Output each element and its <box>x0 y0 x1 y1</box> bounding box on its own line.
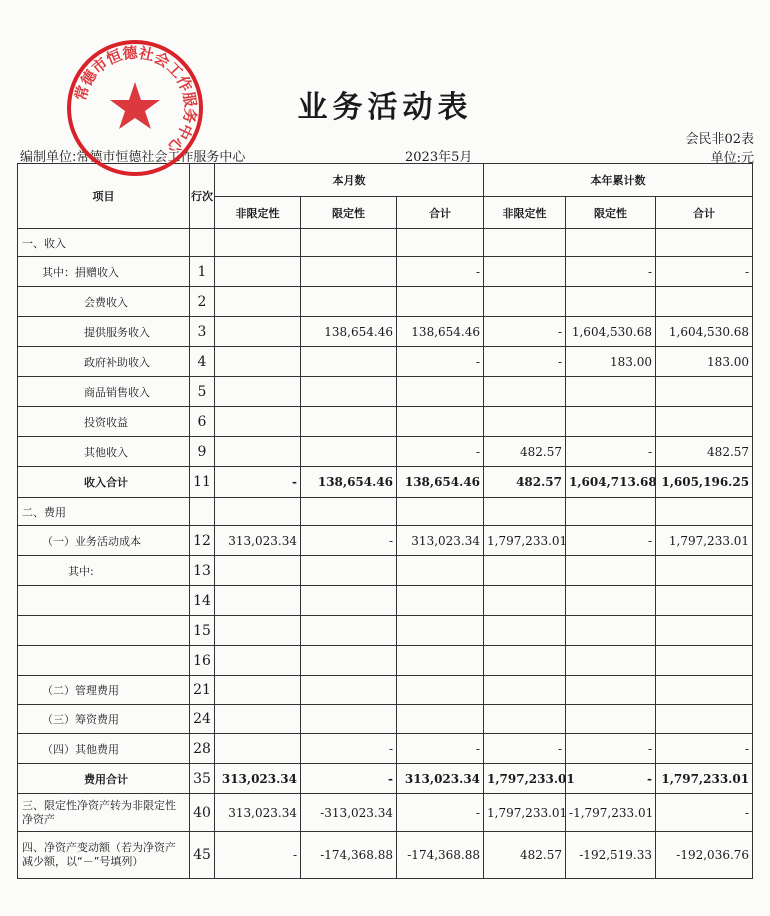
line-number: 6 <box>190 407 215 437</box>
cell-m-r <box>301 229 397 257</box>
header-ytd-restricted: 限定性 <box>566 197 656 229</box>
cell-m-u: - <box>215 832 301 879</box>
cell-m-t <box>397 407 484 437</box>
row-label: 其中：捐赠收入 <box>18 257 190 287</box>
cell-y-r <box>566 377 656 407</box>
cell-m-t: 313,023.34 <box>397 526 484 556</box>
row-label: 政府补助收入 <box>18 347 190 377</box>
header-this-month: 本月数 <box>215 164 484 197</box>
cell-m-u <box>215 616 301 646</box>
cell-y-t <box>656 377 753 407</box>
row-label <box>18 646 190 676</box>
cell-y-u: - <box>484 317 566 347</box>
cell-y-r: 1,604,713.68 <box>566 467 656 498</box>
cell-y-r: -1,797,233.01 <box>566 794 656 832</box>
cell-y-t: - <box>656 794 753 832</box>
cell-y-r <box>566 676 656 705</box>
cell-m-u <box>215 705 301 734</box>
cell-y-u <box>484 257 566 287</box>
cell-y-u <box>484 498 566 526</box>
line-number: 12 <box>190 526 215 556</box>
line-number: 15 <box>190 616 215 646</box>
line-number: 13 <box>190 556 215 586</box>
cell-y-t <box>656 498 753 526</box>
line-number: 16 <box>190 646 215 676</box>
cell-m-t <box>397 498 484 526</box>
cell-m-t: -174,368.88 <box>397 832 484 879</box>
table-row <box>18 646 753 676</box>
cell-m-r <box>301 377 397 407</box>
header-ytd-unrestricted: 非限定性 <box>484 197 566 229</box>
cell-y-r: 1,604,530.68 <box>566 317 656 347</box>
cell-y-u <box>484 616 566 646</box>
row-label: 一、收入 <box>18 229 190 257</box>
cell-m-t: 138,654.46 <box>397 467 484 498</box>
cell-y-t <box>656 676 753 705</box>
line-number <box>190 229 215 257</box>
line-number: 35 <box>190 764 215 794</box>
cell-y-r <box>566 287 656 317</box>
cell-m-t <box>397 616 484 646</box>
cell-m-u <box>215 257 301 287</box>
cell-m-t <box>397 287 484 317</box>
cell-y-r: - <box>566 734 656 764</box>
cell-y-u <box>484 586 566 616</box>
cell-m-r: - <box>301 734 397 764</box>
line-number: 9 <box>190 437 215 467</box>
cell-y-t: 1,797,233.01 <box>656 764 753 794</box>
header-item: 项目 <box>18 164 190 229</box>
cell-y-t: -192,036.76 <box>656 832 753 879</box>
cell-m-r <box>301 705 397 734</box>
row-label: 二、费用 <box>18 498 190 526</box>
cell-m-u <box>215 377 301 407</box>
cell-m-r <box>301 287 397 317</box>
cell-m-r <box>301 676 397 705</box>
cell-y-t: 482.57 <box>656 437 753 467</box>
cell-y-u: 482.57 <box>484 467 566 498</box>
line-number: 28 <box>190 734 215 764</box>
cell-y-r <box>566 705 656 734</box>
line-number: 3 <box>190 317 215 347</box>
cell-m-u <box>215 556 301 586</box>
cell-y-u: 1,797,233.01 <box>484 526 566 556</box>
table-row <box>18 229 753 257</box>
line-number: 14 <box>190 586 215 616</box>
table-row <box>18 287 753 317</box>
cell-y-u <box>484 646 566 676</box>
cell-y-r <box>566 407 656 437</box>
activity-statement-table <box>17 163 753 879</box>
cell-m-u <box>215 317 301 347</box>
cell-y-t <box>656 616 753 646</box>
cell-y-u <box>484 377 566 407</box>
cell-y-r <box>566 646 656 676</box>
currency-unit: 单位:元 <box>710 151 754 166</box>
cell-m-t <box>397 586 484 616</box>
report-title: 业务活动表 <box>297 90 473 125</box>
cell-m-u: - <box>215 467 301 498</box>
row-label: 四、净资产变动额（若为净资产减少额，以“－”号填列） <box>18 832 190 879</box>
cell-y-r: 183.00 <box>566 347 656 377</box>
cell-y-t: 1,605,196.25 <box>656 467 753 498</box>
cell-m-r <box>301 257 397 287</box>
cell-m-t <box>397 646 484 676</box>
cell-y-u: 1,797,233.01 <box>484 794 566 832</box>
cell-m-r: 138,654.46 <box>301 467 397 498</box>
cell-m-r <box>301 646 397 676</box>
table-row <box>18 498 753 526</box>
cell-m-u <box>215 498 301 526</box>
table-row <box>18 467 753 498</box>
cell-y-t <box>656 646 753 676</box>
row-label: （三）筹资费用 <box>18 705 190 734</box>
cell-y-r <box>566 616 656 646</box>
row-label: 其他收入 <box>18 437 190 467</box>
table-row <box>18 764 753 794</box>
line-number: 45 <box>190 832 215 879</box>
cell-y-t <box>656 556 753 586</box>
cell-m-u <box>215 407 301 437</box>
header-month-restricted: 限定性 <box>301 197 397 229</box>
cell-y-u: 1,797,233.01 <box>484 764 566 794</box>
cell-y-t <box>656 229 753 257</box>
row-label: （四）其他费用 <box>18 734 190 764</box>
header-month-unrestricted: 非限定性 <box>215 197 301 229</box>
cell-m-u: 313,023.34 <box>215 794 301 832</box>
cell-m-u <box>215 734 301 764</box>
cell-m-t <box>397 676 484 705</box>
cell-y-u <box>484 407 566 437</box>
table-row <box>18 407 753 437</box>
cell-y-u: - <box>484 347 566 377</box>
cell-m-r <box>301 498 397 526</box>
cell-y-t: 1,604,530.68 <box>656 317 753 347</box>
cell-m-u <box>215 347 301 377</box>
cell-y-u <box>484 287 566 317</box>
row-label: 提供服务收入 <box>18 317 190 347</box>
cell-y-t: - <box>656 257 753 287</box>
row-label: 费用合计 <box>18 764 190 794</box>
table-row <box>18 705 753 734</box>
line-number: 4 <box>190 347 215 377</box>
cell-m-t: - <box>397 794 484 832</box>
table-row <box>18 676 753 705</box>
row-label: 投资收益 <box>18 407 190 437</box>
table-row <box>18 832 753 879</box>
cell-m-r: - <box>301 526 397 556</box>
cell-m-u <box>215 287 301 317</box>
row-label: （二）管理费用 <box>18 676 190 705</box>
cell-m-r <box>301 437 397 467</box>
cell-y-r: - <box>566 437 656 467</box>
cell-y-u <box>484 229 566 257</box>
cell-m-r: - <box>301 764 397 794</box>
line-number: 11 <box>190 467 215 498</box>
row-label <box>18 616 190 646</box>
table-row <box>18 377 753 407</box>
cell-m-r: -174,368.88 <box>301 832 397 879</box>
cell-y-r: - <box>566 526 656 556</box>
row-label: 会费收入 <box>18 287 190 317</box>
seal-text: 常德市恒德社会工作服务中心 <box>71 43 200 157</box>
cell-y-u: 482.57 <box>484 832 566 879</box>
cell-m-u <box>215 676 301 705</box>
organization-name: 编制单位:常德市恒德社会工作服务中心 <box>20 150 246 165</box>
cell-y-t <box>656 287 753 317</box>
cell-m-r <box>301 616 397 646</box>
row-label: 商品销售收入 <box>18 377 190 407</box>
cell-y-r: - <box>566 257 656 287</box>
cell-y-u: - <box>484 734 566 764</box>
line-number <box>190 498 215 526</box>
table-row <box>18 347 753 377</box>
cell-m-r <box>301 407 397 437</box>
row-label: （一）业务活动成本 <box>18 526 190 556</box>
line-number: 24 <box>190 705 215 734</box>
cell-y-r <box>566 498 656 526</box>
cell-y-u <box>484 556 566 586</box>
cell-m-u <box>215 437 301 467</box>
cell-m-t: 313,023.34 <box>397 764 484 794</box>
row-label: 其中: <box>18 556 190 586</box>
ledger-body <box>18 229 753 879</box>
header-ytd-total: 合计 <box>656 197 753 229</box>
cell-y-u <box>484 705 566 734</box>
table-row <box>18 526 753 556</box>
cell-m-t <box>397 556 484 586</box>
cell-m-t: - <box>397 257 484 287</box>
cell-y-r <box>566 586 656 616</box>
cell-m-t: 138,654.46 <box>397 317 484 347</box>
cell-m-t: - <box>397 734 484 764</box>
table-row <box>18 734 753 764</box>
row-label <box>18 586 190 616</box>
cell-m-u: 313,023.34 <box>215 526 301 556</box>
line-number: 5 <box>190 377 215 407</box>
row-label: 收入合计 <box>18 467 190 498</box>
line-number: 21 <box>190 676 215 705</box>
cell-m-t <box>397 229 484 257</box>
table-row <box>18 257 753 287</box>
cell-m-t: - <box>397 347 484 377</box>
cell-y-r: -192,519.33 <box>566 832 656 879</box>
cell-y-r: - <box>566 764 656 794</box>
cell-m-r: -313,023.34 <box>301 794 397 832</box>
table-row <box>18 317 753 347</box>
cell-m-t: - <box>397 437 484 467</box>
cell-m-u <box>215 586 301 616</box>
cell-y-t <box>656 586 753 616</box>
table-row <box>18 586 753 616</box>
cell-y-r <box>566 556 656 586</box>
cell-y-r <box>566 229 656 257</box>
cell-y-t <box>656 705 753 734</box>
report-period: 2023年5月 <box>405 150 473 165</box>
cell-m-t <box>397 377 484 407</box>
line-number: 1 <box>190 257 215 287</box>
header-ytd: 本年累计数 <box>484 164 753 197</box>
cell-m-r <box>301 556 397 586</box>
line-number: 40 <box>190 794 215 832</box>
cell-m-u <box>215 646 301 676</box>
cell-y-u <box>484 676 566 705</box>
table-row <box>18 556 753 586</box>
cell-y-u: 482.57 <box>484 437 566 467</box>
cell-m-r: 138,654.46 <box>301 317 397 347</box>
table-row <box>18 616 753 646</box>
table-row <box>18 794 753 832</box>
cell-m-t <box>397 705 484 734</box>
cell-m-u: 313,023.34 <box>215 764 301 794</box>
cell-y-t <box>656 407 753 437</box>
form-code: 会民非02表 <box>685 132 754 147</box>
header-month-total: 合计 <box>397 197 484 229</box>
line-number: 2 <box>190 287 215 317</box>
cell-y-t: - <box>656 734 753 764</box>
cell-y-t: 1,797,233.01 <box>656 526 753 556</box>
cell-m-r <box>301 347 397 377</box>
row-label: 三、限定性净资产转为非限定性净资产 <box>18 794 190 832</box>
table-row <box>18 437 753 467</box>
header-line-no: 行次 <box>190 164 215 229</box>
cell-m-r <box>301 586 397 616</box>
cell-y-t: 183.00 <box>656 347 753 377</box>
cell-m-u <box>215 229 301 257</box>
